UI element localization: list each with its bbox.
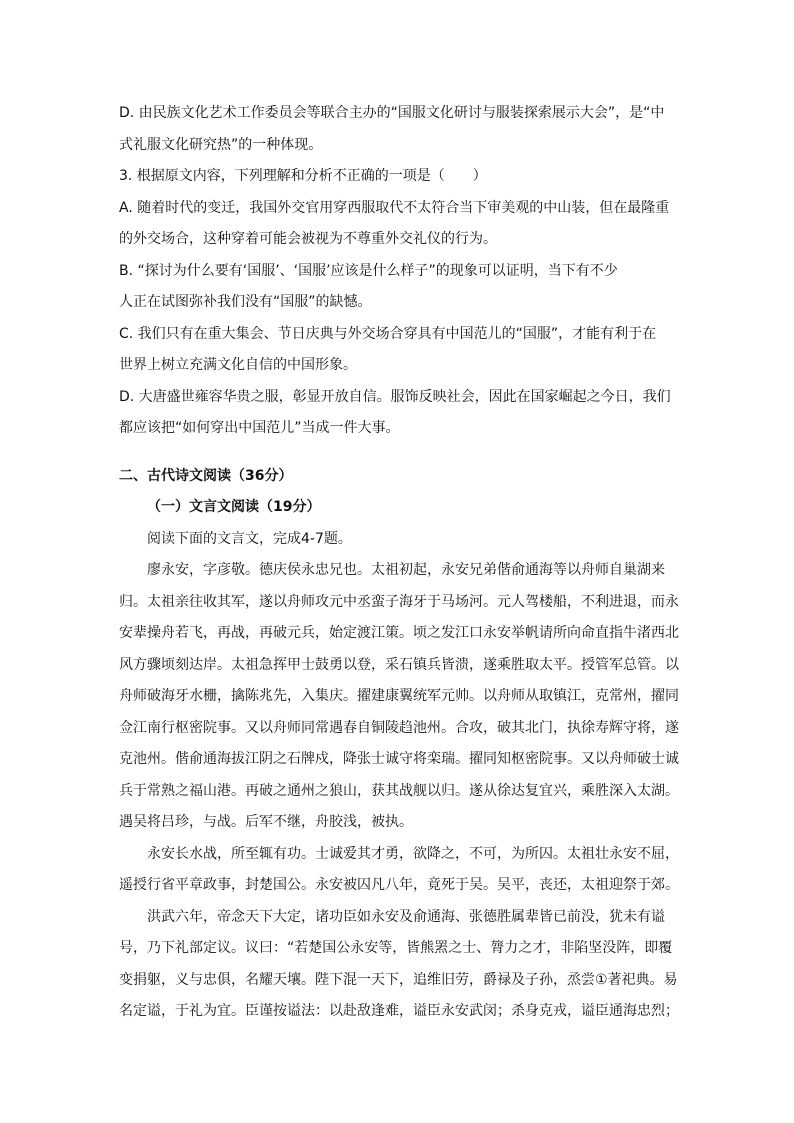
- section-gap: [119, 445, 677, 461]
- sub-heading: （一）文言文阅读（19分）: [147, 499, 321, 515]
- passage-paragraph-3: [119, 902, 677, 1028]
- passage-paragraph-2: [119, 839, 677, 902]
- passage-line: 变捐躯，义与忠俱，名耀天壤。陛下混一天下，追维旧劳，爵禄及子孙，烝尝①著祀典。易: [119, 971, 678, 988]
- text-line: 3. 根据原文内容，下列理解和分析不正确的一项是（ ）: [119, 168, 487, 184]
- passage-line: 佥江南行枢密院事。又以舟师同常遇春自铜陵趋池州。合攻，破其北门，执徐寿辉守将，遂: [119, 719, 679, 736]
- passage-line: 遥授行省平章政事，封楚国公。永安被囚凡八年，竟死于吴。吴平，丧还，太祖迎祭于郊。: [119, 877, 679, 893]
- passage-line: 洪武六年，帝念天下大定，诸功臣如永安及俞通海、张德胜属辈皆已前没，犹未有谥: [147, 908, 665, 925]
- text-line: 人正在试图弥补我们没有“国服”的缺憾。: [119, 294, 372, 310]
- text-line: 式礼服文化研究热”的一种体现。: [119, 136, 323, 153]
- passage-line: 归。太祖亲往收其军，遂以舟师攻元中丞蛮子海牙于马场河。元人驾楼船，不利进退，而永: [119, 593, 679, 610]
- text-line: D. 由民族文化艺术工作委员会等联合主办的“国服文化研讨与服装探索展示大会”，是“中: [119, 105, 665, 121]
- text-line: B. “探讨为什么要有‘国服’、‘国服’应该是什么样子”的现象可以证明，当下有不少: [119, 262, 618, 279]
- text-line: A. 随着时代的变迁，我国外交官用穿西服取代不太符合当下审美观的中山装，但在最隆重: [119, 199, 670, 216]
- text-line: C. 我们只有在重大集会、节日庆典与外交场合穿具有中国范儿的“国服”，才能有利于在: [119, 325, 657, 342]
- passage-line: 廖永安，字彦敬。德庆侯永忠兄也。太祖初起，永安兄弟偕俞通海等以舟师自巢湖来: [147, 562, 665, 578]
- passage-line: 风方骤顷刻达岸。太祖急挥甲士鼓勇以登，采石镇兵皆溃，遂乘胜取太平。授管军总管。以: [119, 656, 679, 673]
- instruction-line: 阅读下面的文言文，完成4-7题。: [147, 530, 352, 547]
- passage-paragraph-1: [119, 555, 677, 839]
- passage-line: 遇吴将吕珍，与战。后军不继，舟胶浅，被执。: [119, 814, 413, 830]
- passage-line: 号，乃下礼部定议。议曰：“若楚国公永安等，皆熊罴之士、膂力之才，非陷坚没阵，即覆: [119, 940, 673, 956]
- question-3-block: [119, 98, 677, 445]
- document-content: [119, 98, 677, 1028]
- passage-line: 克池州。偕俞通海拔江阴之石牌戍，降张士诚守将栾瑞。擢同知枢密院事。又以舟师破士诚: [119, 751, 679, 767]
- text-line: 都应该把“如何穿出中国范儿”当成一件大事。: [119, 420, 400, 436]
- passage-line: 舟师破海牙水栅，擒陈兆先，入集庆。擢建康翼统军元帅。以舟师从取镇江，克常州，擢同: [119, 688, 679, 704]
- passage-line: 安辈操舟若飞，再战，再破元兵，始定渡江策。顷之发江口永安举帆请所向命直指牛渚西北: [119, 625, 679, 641]
- passage-line: 名定谥，于礼为宜。臣谨按谥法：以赴敌逢难，谥臣永安武闵；杀身克戎，谥臣通海忠烈；: [119, 1003, 679, 1019]
- passage-line: 永安长水战，所至辄有功。士诚爱其才勇，欲降之，不可，为所囚。太祖壮永安不屈，: [147, 845, 679, 862]
- text-line: 世界上树立充满文化自信的中国形象。: [119, 357, 357, 373]
- passage-line: 兵于常熟之福山港。再破之通州之狼山，获其战舰以归。遂从徐达复宜兴，乘胜深入太湖。: [119, 782, 679, 799]
- text-line: 的外交场合，这种穿着可能会被视为不尊重外交礼仪的行为。: [119, 231, 497, 247]
- text-line: D. 大唐盛世雍容华贵之服，彰显开放自信。服饰反映社会，因此在国家崛起之今日，我们: [119, 388, 671, 405]
- section-heading: 二、古代诗文阅读（36分）: [119, 467, 293, 484]
